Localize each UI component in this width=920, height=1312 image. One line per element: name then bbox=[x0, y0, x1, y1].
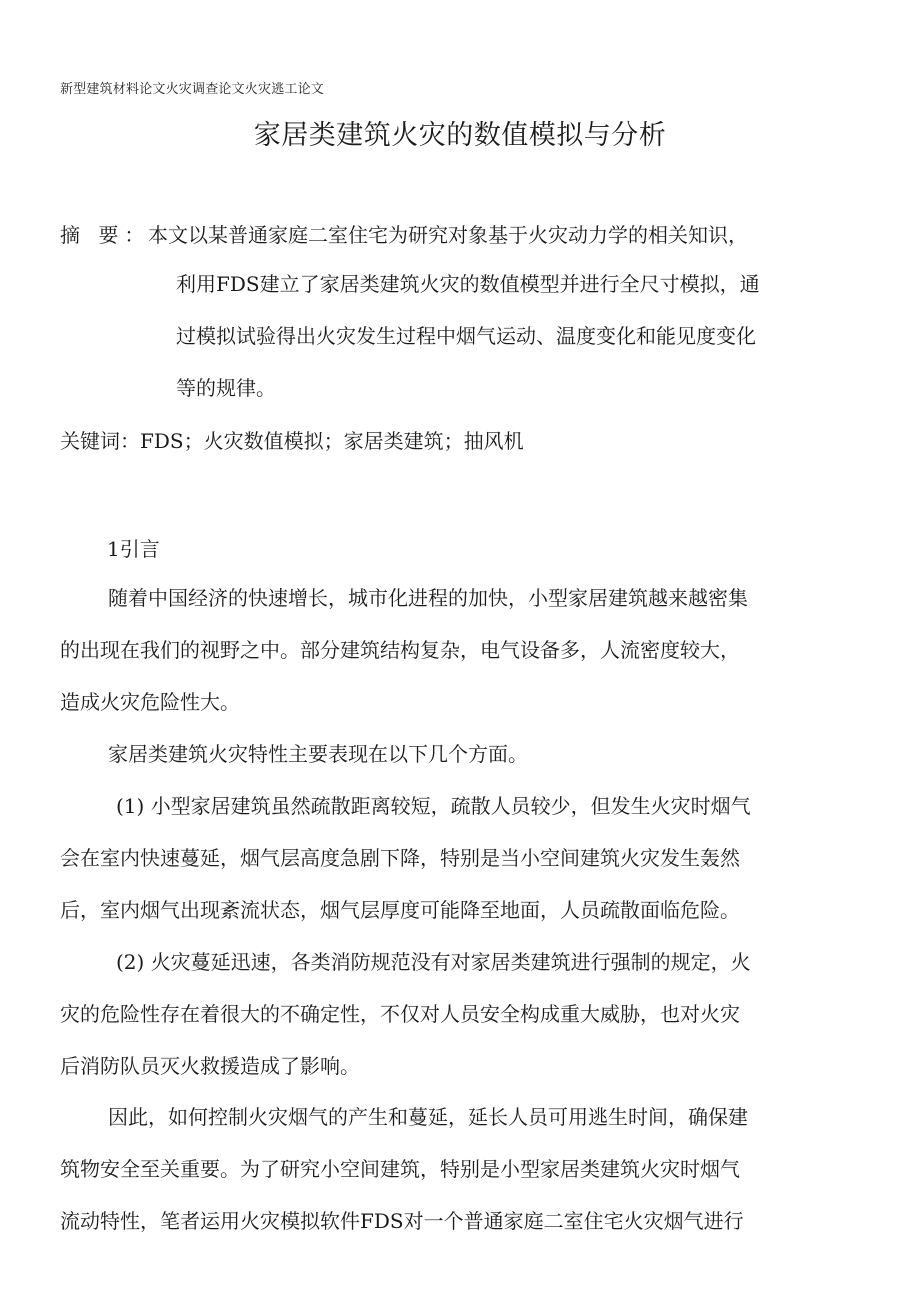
paragraph-line: (1) 小型家居建筑虽然疏散距离较短，疏散人员较少，但发生火灾时烟气 bbox=[116, 794, 751, 818]
section-heading: 1引言 bbox=[107, 537, 160, 561]
paragraph-1 bbox=[60, 583, 840, 739]
paragraph-line: 流动特性，笔者运用火灾模拟软件FDS对一个普通家庭二室住宅火灾烟气进行 bbox=[60, 1209, 744, 1233]
paragraph-3 bbox=[60, 791, 840, 947]
paragraph-line: 后消防队员灭火救援造成了影响。 bbox=[60, 1054, 360, 1078]
paragraph-line: (2) 火灾蔓延迅速，各类消防规范没有对家居类建筑进行强制的规定，火 bbox=[116, 950, 751, 974]
paragraph-line: 因此，如何控制火灾烟气的产生和蔓延，延长人员可用逃生时间，确保建 bbox=[108, 1105, 748, 1129]
abstract-label: 摘 要： bbox=[60, 223, 151, 247]
paragraph-2 bbox=[60, 739, 840, 791]
paragraph-line: 随着中国经济的快速增长，城市化进程的加快，小型家居建筑越来越密集 bbox=[108, 586, 748, 610]
abstract-line: 利用FDS建立了家居类建筑火灾的数值模型并进行全尺寸模拟，通 bbox=[176, 272, 760, 296]
paragraph-line: 家居类建筑火灾特性主要表现在以下几个方面。 bbox=[108, 742, 528, 766]
paragraph-line: 造成火灾危险性大。 bbox=[60, 690, 240, 714]
running-header: 新型建筑材料论文火灾调查论文火灾逃工论文 bbox=[60, 82, 325, 97]
paragraph-line: 后，室内烟气出现紊流状态，烟气层厚度可能降至地面，人员疏散面临危险。 bbox=[60, 898, 740, 922]
paragraph-line: 的出现在我们的视野之中。部分建筑结构复杂，电气设备多，人流密度较大， bbox=[60, 638, 740, 662]
paragraph-4 bbox=[60, 947, 840, 1103]
paragraph-5 bbox=[60, 1102, 840, 1258]
paragraph-line: 灾的危险性存在着很大的不确定性，不仅对人员安全构成重大威胁，也对火灾 bbox=[60, 1002, 740, 1026]
document-title: 家居类建筑火灾的数值模拟与分析 bbox=[253, 120, 667, 151]
paragraph-line: 会在室内快速蔓延，烟气层高度急剧下降，特别是当小空间建筑火灾发生轰然 bbox=[60, 846, 740, 870]
paragraph-line: 筑物安全至关重要。为了研究小空间建筑，特别是小型家居类建筑火灾时烟气 bbox=[60, 1157, 740, 1181]
keywords: 关键词：FDS；火灾数值模拟；家居类建筑；抽风机 bbox=[60, 429, 524, 453]
abstract-line: 过模拟试验得出火灾发生过程中烟气运动、温度变化和能见度变化 bbox=[176, 324, 756, 348]
abstract-body bbox=[176, 264, 836, 420]
abstract-line: 等的规律。 bbox=[176, 376, 276, 400]
abstract-line: 本文以某普通家庭二室住宅为研究对象基于火灾动力学的相关知识， bbox=[148, 223, 748, 247]
